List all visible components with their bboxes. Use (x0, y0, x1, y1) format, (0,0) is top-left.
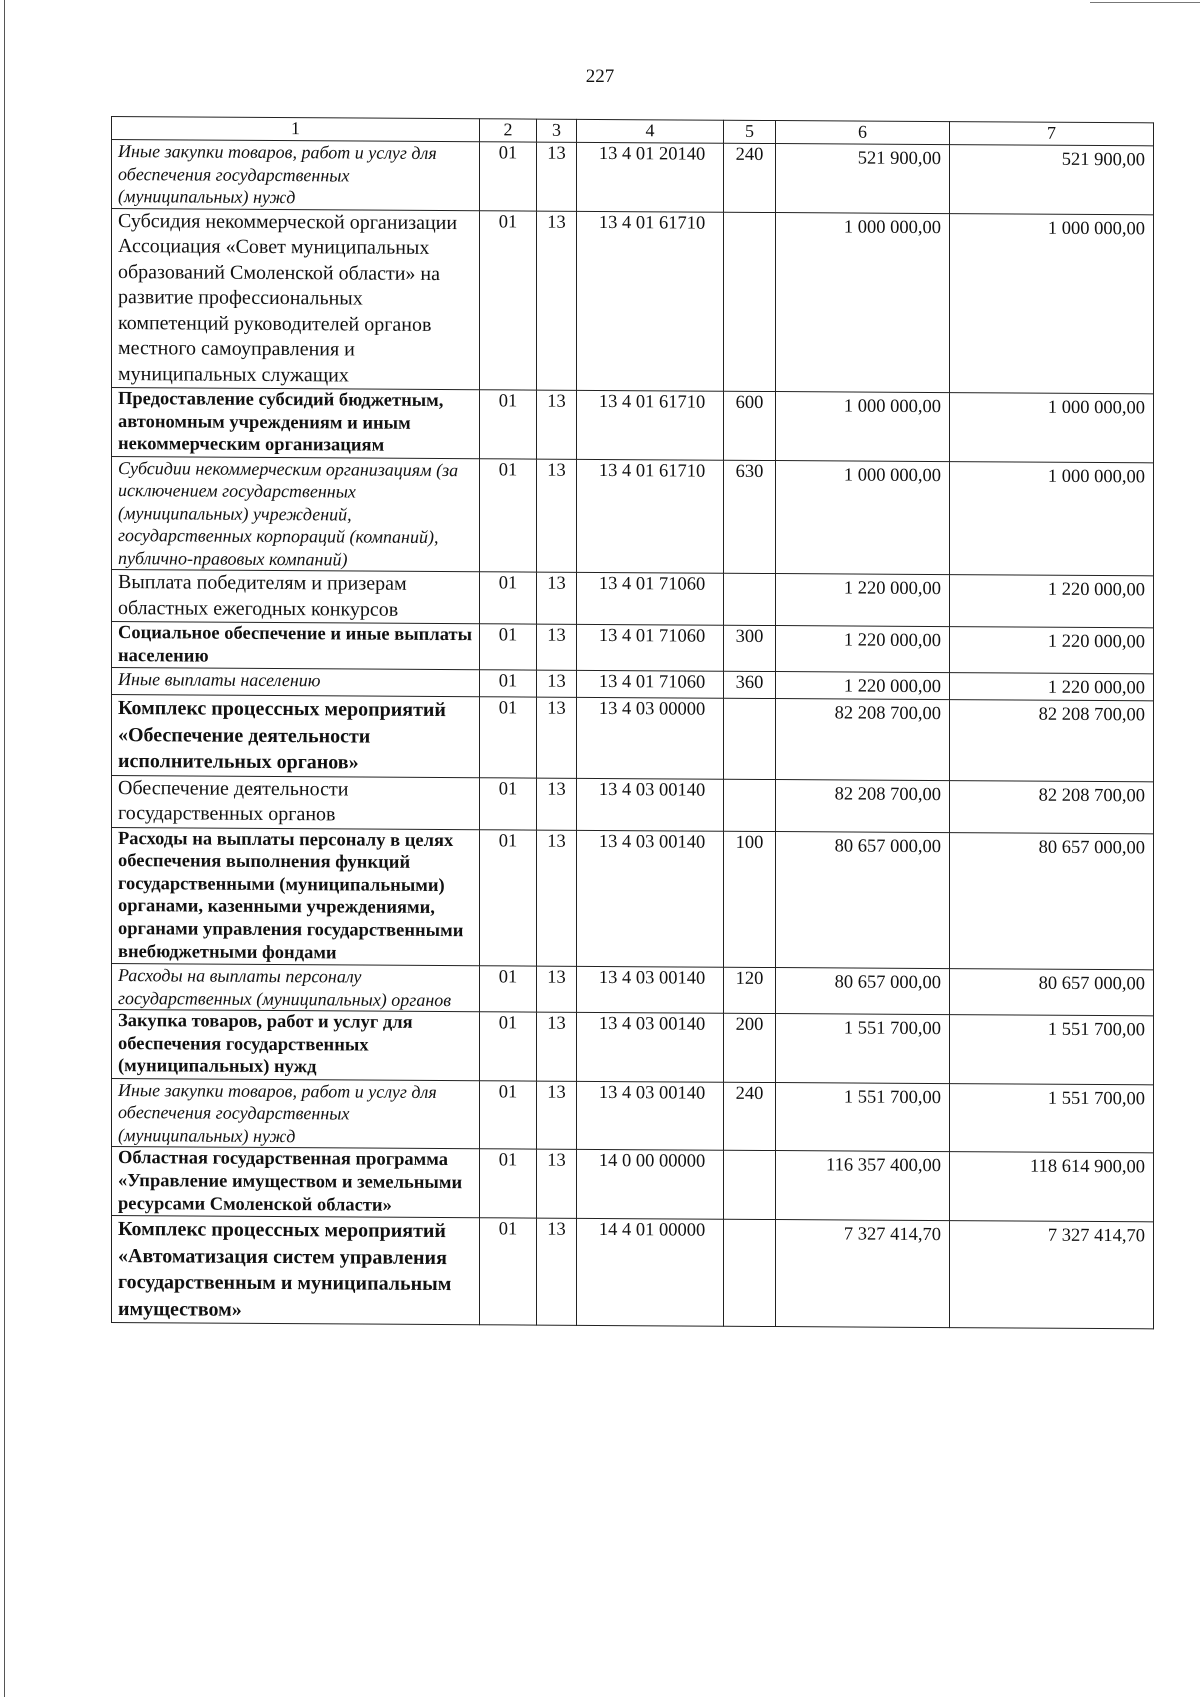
amount-cell: 116 357 400,00 (776, 1151, 950, 1221)
section-code-cell: 01 (480, 1218, 537, 1325)
amount-cell: 521 900,00 (776, 144, 950, 214)
section-code-cell: 01 (480, 390, 537, 459)
amount-cell: 80 657 000,00 (950, 969, 1154, 1016)
table-row (112, 456, 1154, 576)
expense-item-name: Комплекс процессных мероприятий «Автоматизация систем управления государственным и муниципальным имуществом» (112, 1216, 480, 1325)
amount-cell: 1 000 000,00 (776, 460, 950, 575)
column-header: 4 (577, 119, 724, 143)
section-code-cell: 01 (480, 777, 537, 829)
expense-type-cell: 630 (724, 460, 776, 574)
table-row (112, 388, 1154, 463)
target-article-cell: 13 4 03 00140 (577, 1012, 724, 1082)
amount-cell: 1 551 700,00 (776, 1014, 950, 1084)
budget-table (111, 116, 1154, 1330)
expense-type-cell: 100 (724, 831, 776, 968)
expense-type-cell (724, 779, 776, 831)
expense-item-name: Расходы на выплаты персоналу в целях обеспечения выполнения функций государственными (муниципальными) органами, казенными учреждениями, органами управления государственными внебюджетными фондами (112, 827, 480, 966)
amount-cell: 1 000 000,00 (950, 461, 1154, 576)
subsection-code-cell: 13 (537, 390, 577, 459)
table-row (112, 695, 1154, 782)
column-header: 5 (724, 120, 776, 143)
amount-cell: 1 220 000,00 (950, 673, 1154, 701)
expense-type-cell (724, 574, 776, 626)
column-header: 1 (112, 117, 480, 142)
amount-cell: 7 327 414,70 (950, 1221, 1154, 1329)
amount-cell: 7 327 414,70 (776, 1220, 950, 1328)
section-code-cell: 01 (480, 670, 537, 697)
section-code-cell: 01 (480, 1149, 537, 1218)
expense-item-name: Расходы на выплаты персоналу государственных (муниципальных) органов (112, 964, 480, 1012)
section-code-cell: 01 (480, 829, 537, 966)
expense-type-cell: 300 (724, 626, 776, 673)
subsection-code-cell: 13 (537, 1012, 577, 1081)
table-row (112, 208, 1154, 394)
amount-cell: 82 208 700,00 (950, 700, 1154, 782)
expense-item-name: Предоставление субсидий бюджетным, автономным учреждениям и иным некоммерческим организациям (112, 388, 480, 459)
expense-item-name: Областная государственная программа «Управление имуществом и земельными ресурсами Смоленской области» (112, 1147, 480, 1218)
column-header: 2 (480, 119, 537, 142)
amount-cell: 521 900,00 (950, 145, 1154, 215)
target-article-cell: 13 4 01 71060 (577, 671, 724, 698)
section-code-cell: 01 (480, 624, 537, 671)
subsection-code-cell: 13 (537, 1218, 577, 1325)
column-header: 6 (776, 121, 950, 145)
amount-cell: 1 000 000,00 (776, 212, 950, 393)
expense-item-name: Обеспечение деятельности государственных органов (112, 775, 480, 829)
section-code-cell: 01 (480, 966, 537, 1012)
expense-item-name: Выплата победителям и призерам областных ежегодных конкурсов (112, 570, 480, 624)
section-code-cell: 01 (480, 1012, 537, 1081)
expense-type-cell: 360 (724, 672, 776, 699)
subsection-code-cell: 13 (537, 671, 577, 698)
table-row (112, 1010, 1154, 1085)
target-article-cell: 13 4 01 71060 (577, 573, 724, 626)
page-number: 227 (585, 66, 615, 87)
amount-cell: 1 551 700,00 (950, 1084, 1154, 1154)
expense-type-cell: 240 (724, 143, 776, 212)
subsection-code-cell: 13 (537, 572, 577, 624)
amount-cell: 82 208 700,00 (776, 699, 950, 781)
amount-cell: 1 220 000,00 (776, 672, 950, 700)
scan-edge-line (1090, 2, 1200, 3)
subsection-code-cell: 13 (537, 830, 577, 967)
expense-type-cell (724, 698, 776, 779)
expense-type-cell: 120 (724, 967, 776, 1013)
subsection-code-cell: 13 (537, 1150, 577, 1219)
subsection-code-cell: 13 (537, 142, 577, 211)
section-code-cell: 01 (480, 1081, 537, 1150)
amount-cell: 118 614 900,00 (950, 1152, 1154, 1222)
table-row (112, 775, 1154, 833)
amount-cell: 80 657 000,00 (950, 832, 1154, 970)
target-article-cell: 13 4 01 20140 (577, 142, 724, 211)
table-row (112, 1147, 1154, 1222)
expense-item-name: Иные закупки товаров, работ и услуг для обеспечения государственных (муниципальных) нужд (112, 140, 480, 211)
table-row (112, 1078, 1154, 1153)
subsection-code-cell: 13 (537, 1081, 577, 1150)
column-header: 3 (537, 119, 577, 142)
expense-item-name: Закупка товаров, работ и услуг для обеспечения государственных (муниципальных) нужд (112, 1010, 480, 1081)
amount-cell: 1 000 000,00 (950, 213, 1154, 394)
target-article-cell: 14 0 00 00000 (577, 1150, 724, 1220)
target-article-cell: 14 4 01 00000 (577, 1219, 724, 1327)
amount-cell: 1 000 000,00 (776, 392, 950, 462)
target-article-cell: 13 4 03 00000 (577, 697, 724, 778)
amount-cell: 82 208 700,00 (776, 779, 950, 832)
target-article-cell: 13 4 01 61710 (577, 211, 724, 391)
target-article-cell: 13 4 03 00140 (577, 778, 724, 831)
table-row (112, 570, 1154, 628)
expense-type-cell (724, 212, 776, 392)
expense-type-cell: 200 (724, 1013, 776, 1082)
expense-item-name: Социальное обеспечение и иные выплаты населению (112, 622, 480, 670)
section-code-cell: 01 (480, 697, 537, 778)
amount-cell: 1 220 000,00 (776, 626, 950, 673)
target-article-cell: 13 4 01 71060 (577, 625, 724, 672)
target-article-cell: 13 4 03 00140 (577, 966, 724, 1013)
expense-item-name: Субсидия некоммерческой организации Ассоциация «Совет муниципальных образований Смоленской области» на развитие профессиональных компетенций руководителей органов местного самоуправления и муниципальных служащих (112, 208, 480, 390)
section-code-cell: 01 (480, 459, 537, 573)
section-code-cell: 01 (480, 572, 537, 624)
amount-cell: 1 220 000,00 (776, 574, 950, 627)
expense-type-cell: 240 (724, 1082, 776, 1151)
subsection-code-cell: 13 (537, 459, 577, 573)
expense-item-name: Иные выплаты населению (112, 668, 480, 697)
expense-type-cell (724, 1219, 776, 1326)
expense-type-cell (724, 1151, 776, 1220)
amount-cell: 1 220 000,00 (950, 575, 1154, 628)
table-row (112, 964, 1154, 1016)
table-row (112, 140, 1154, 215)
target-article-cell: 13 4 01 61710 (577, 459, 724, 573)
expense-item-name: Комплекс процессных мероприятий «Обеспечение деятельности исполнительных органов» (112, 695, 480, 778)
amount-cell: 1 551 700,00 (950, 1015, 1154, 1085)
section-code-cell: 01 (480, 142, 537, 211)
expense-type-cell: 600 (724, 391, 776, 460)
amount-cell: 80 657 000,00 (776, 968, 950, 1015)
amount-cell: 1 000 000,00 (950, 393, 1154, 463)
subsection-code-cell: 13 (537, 697, 577, 778)
table-body (112, 117, 1154, 1330)
scan-edge-line (4, 0, 5, 1697)
amount-cell: 80 657 000,00 (776, 831, 950, 969)
subsection-code-cell: 13 (537, 778, 577, 830)
column-header: 7 (950, 122, 1154, 146)
amount-cell: 1 220 000,00 (950, 627, 1154, 674)
expense-item-name: Иные закупки товаров, работ и услуг для обеспечения государственных (муниципальных) нужд (112, 1078, 480, 1149)
subsection-code-cell: 13 (537, 211, 577, 391)
amount-cell: 1 551 700,00 (776, 1082, 950, 1152)
target-article-cell: 13 4 03 00140 (577, 1081, 724, 1150)
amount-cell: 82 208 700,00 (950, 780, 1154, 833)
table-row (112, 622, 1154, 675)
subsection-code-cell: 13 (537, 966, 577, 1012)
section-code-cell: 01 (480, 210, 537, 390)
table-row (112, 827, 1154, 970)
subsection-code-cell: 13 (537, 624, 577, 670)
expense-item-name: Субсидии некоммерческим организациям (за исключением государственных (муниципальных) учреждений, государственных корпораций (компаний), публично-правовых компаний) (112, 456, 480, 572)
target-article-cell: 13 4 01 61710 (577, 390, 724, 460)
table-row (112, 1216, 1154, 1329)
target-article-cell: 13 4 03 00140 (577, 830, 724, 967)
